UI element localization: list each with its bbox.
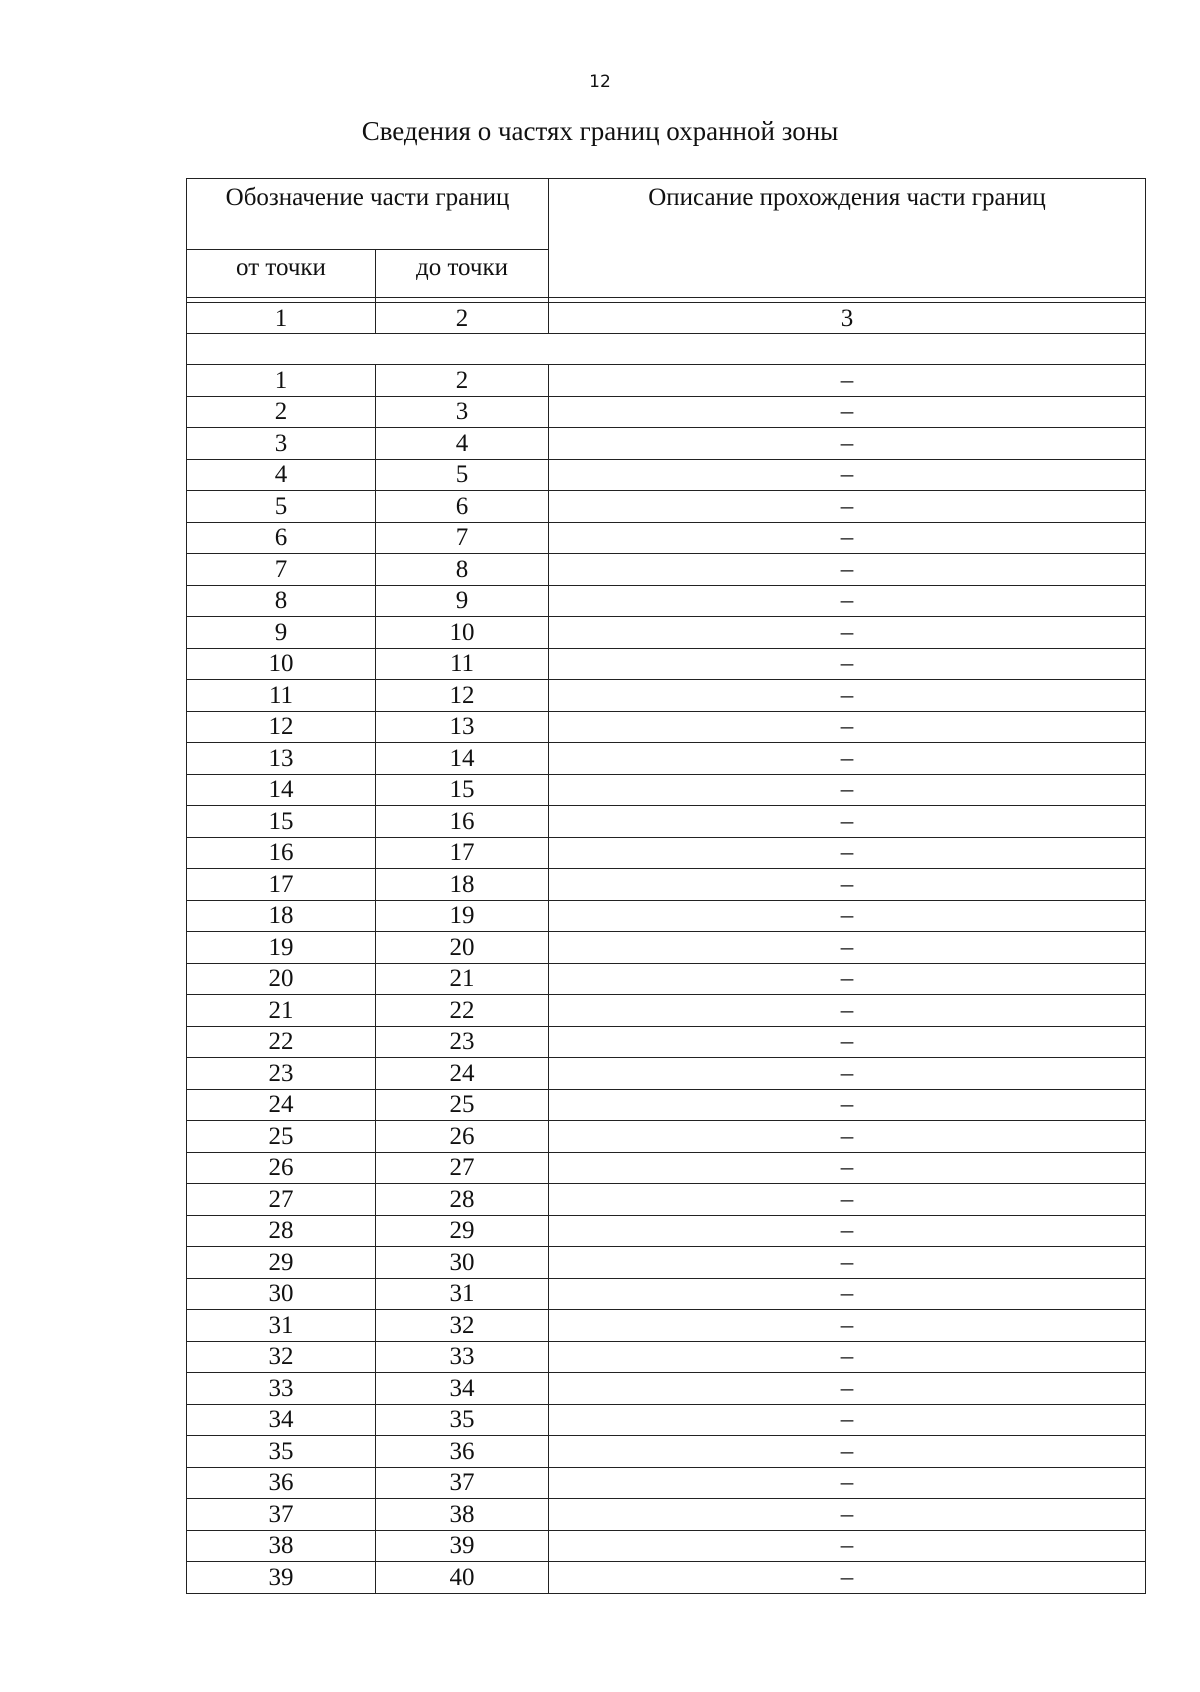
cell-to-point: 12: [376, 680, 549, 712]
table-row: [187, 554, 1146, 586]
cell-to-point: 10: [376, 617, 549, 649]
table-row: [187, 1341, 1146, 1373]
cell-from-point: 30: [187, 1278, 376, 1310]
table-row: [187, 459, 1146, 491]
cell-description: –: [549, 1373, 1146, 1405]
cell-from-point: 25: [187, 1121, 376, 1153]
cell-from-point: 38: [187, 1530, 376, 1562]
cell-to-point: 3: [376, 396, 549, 428]
column-number-1: 1: [187, 303, 376, 334]
header-from-cell: [187, 250, 376, 298]
cell-description: –: [549, 365, 1146, 397]
cell-to-point: 27: [376, 1152, 549, 1184]
cell-to-point: 37: [376, 1467, 549, 1499]
table-header-row: [187, 179, 1146, 250]
cell-description: –: [549, 1404, 1146, 1436]
header-group-cell: [187, 179, 549, 250]
cell-from-point: 33: [187, 1373, 376, 1405]
table-row: [187, 365, 1146, 397]
cell-description: –: [549, 1215, 1146, 1247]
cell-from-point: 1: [187, 365, 376, 397]
cell-from-point: 3: [187, 428, 376, 460]
header-to-cell: [376, 250, 549, 298]
cell-from-point: 6: [187, 522, 376, 554]
cell-to-point: 17: [376, 837, 549, 869]
table-row: [187, 1026, 1146, 1058]
cell-description: –: [549, 648, 1146, 680]
cell-description: –: [549, 869, 1146, 901]
cell-description: –: [549, 1436, 1146, 1468]
table-row: [187, 491, 1146, 523]
cell-from-point: 39: [187, 1562, 376, 1594]
cell-description: –: [549, 680, 1146, 712]
table-row: [187, 963, 1146, 995]
cell-to-point: 16: [376, 806, 549, 838]
cell-from-point: 5: [187, 491, 376, 523]
cell-from-point: 20: [187, 963, 376, 995]
table-row: [187, 1310, 1146, 1342]
table-row: [187, 711, 1146, 743]
cell-description: –: [549, 806, 1146, 838]
cell-from-point: 18: [187, 900, 376, 932]
table-row: [187, 1247, 1146, 1279]
table-row: [187, 1530, 1146, 1562]
cell-description: –: [549, 1341, 1146, 1373]
cell-to-point: 36: [376, 1436, 549, 1468]
cell-to-point: 8: [376, 554, 549, 586]
cell-description: –: [549, 428, 1146, 460]
cell-to-point: 34: [376, 1373, 549, 1405]
cell-description: –: [549, 617, 1146, 649]
table-row: [187, 1467, 1146, 1499]
empty-section-row: [187, 334, 1146, 365]
cell-from-point: 4: [187, 459, 376, 491]
cell-from-point: 14: [187, 774, 376, 806]
cell-to-point: 22: [376, 995, 549, 1027]
table-row: [187, 396, 1146, 428]
table-row: [187, 428, 1146, 460]
cell-from-point: 29: [187, 1247, 376, 1279]
cell-to-point: 2: [376, 365, 549, 397]
table-row: [187, 648, 1146, 680]
header-description-cell: [549, 179, 1146, 298]
cell-description: –: [549, 1152, 1146, 1184]
header-description-label: Описание прохождения части границ: [648, 184, 1046, 211]
cell-description: –: [549, 396, 1146, 428]
table-row: [187, 1436, 1146, 1468]
cell-from-point: 10: [187, 648, 376, 680]
cell-to-point: 24: [376, 1058, 549, 1090]
cell-to-point: 15: [376, 774, 549, 806]
cell-from-point: 34: [187, 1404, 376, 1436]
cell-description: –: [549, 743, 1146, 775]
cell-to-point: 23: [376, 1026, 549, 1058]
cell-to-point: 38: [376, 1499, 549, 1531]
cell-from-point: 21: [187, 995, 376, 1027]
cell-to-point: 7: [376, 522, 549, 554]
cell-to-point: 29: [376, 1215, 549, 1247]
boundary-parts-table: [186, 178, 1146, 1594]
table-row: [187, 932, 1146, 964]
cell-to-point: 11: [376, 648, 549, 680]
cell-to-point: 31: [376, 1278, 549, 1310]
cell-description: –: [549, 1310, 1146, 1342]
cell-from-point: 27: [187, 1184, 376, 1216]
table-row: [187, 680, 1146, 712]
cell-description: –: [549, 1247, 1146, 1279]
table-row: [187, 1089, 1146, 1121]
cell-description: –: [549, 1184, 1146, 1216]
cell-description: –: [549, 522, 1146, 554]
table-row: [187, 1499, 1146, 1531]
cell-to-point: 32: [376, 1310, 549, 1342]
table-row: [187, 1278, 1146, 1310]
table-row: [187, 1121, 1146, 1153]
header-from-label: от точки: [236, 254, 326, 281]
cell-description: –: [549, 1089, 1146, 1121]
cell-description: –: [549, 711, 1146, 743]
cell-from-point: 9: [187, 617, 376, 649]
table-row: [187, 837, 1146, 869]
table-row: [187, 1058, 1146, 1090]
cell-description: –: [549, 1499, 1146, 1531]
cell-description: –: [549, 837, 1146, 869]
cell-to-point: 9: [376, 585, 549, 617]
cell-to-point: 25: [376, 1089, 549, 1121]
table-row: [187, 806, 1146, 838]
cell-description: –: [549, 459, 1146, 491]
table-row: [187, 869, 1146, 901]
cell-from-point: 17: [187, 869, 376, 901]
cell-to-point: 4: [376, 428, 549, 460]
column-number-3: 3: [549, 303, 1146, 334]
cell-to-point: 39: [376, 1530, 549, 1562]
cell-description: –: [549, 585, 1146, 617]
cell-from-point: 35: [187, 1436, 376, 1468]
cell-from-point: 28: [187, 1215, 376, 1247]
column-numbers-row: [187, 303, 1146, 334]
header-to-label: до точки: [415, 254, 509, 281]
table-row: [187, 900, 1146, 932]
cell-from-point: 24: [187, 1089, 376, 1121]
cell-to-point: 28: [376, 1184, 549, 1216]
cell-to-point: 5: [376, 459, 549, 491]
page-number: 12: [589, 72, 611, 92]
table-row: [187, 1404, 1146, 1436]
cell-description: –: [549, 554, 1146, 586]
cell-description: –: [549, 491, 1146, 523]
cell-description: –: [549, 995, 1146, 1027]
cell-description: –: [549, 774, 1146, 806]
cell-description: –: [549, 1530, 1146, 1562]
table-row: [187, 743, 1146, 775]
cell-to-point: 26: [376, 1121, 549, 1153]
cell-from-point: 11: [187, 680, 376, 712]
cell-description: –: [549, 1058, 1146, 1090]
column-number-2: 2: [376, 303, 549, 334]
cell-from-point: 8: [187, 585, 376, 617]
cell-from-point: 22: [187, 1026, 376, 1058]
cell-to-point: 40: [376, 1562, 549, 1594]
table-row: [187, 774, 1146, 806]
cell-from-point: 23: [187, 1058, 376, 1090]
cell-from-point: 13: [187, 743, 376, 775]
table-row: [187, 1184, 1146, 1216]
cell-to-point: 33: [376, 1341, 549, 1373]
cell-from-point: 16: [187, 837, 376, 869]
cell-description: –: [549, 1026, 1146, 1058]
cell-description: –: [549, 932, 1146, 964]
cell-from-point: 19: [187, 932, 376, 964]
cell-to-point: 21: [376, 963, 549, 995]
cell-from-point: 7: [187, 554, 376, 586]
cell-from-point: 31: [187, 1310, 376, 1342]
cell-to-point: 35: [376, 1404, 549, 1436]
empty-section-cell: [187, 334, 1146, 365]
cell-to-point: 30: [376, 1247, 549, 1279]
cell-from-point: 15: [187, 806, 376, 838]
table-row: [187, 1215, 1146, 1247]
table-row: [187, 1373, 1146, 1405]
cell-to-point: 19: [376, 900, 549, 932]
cell-from-point: 26: [187, 1152, 376, 1184]
cell-to-point: 6: [376, 491, 549, 523]
cell-to-point: 14: [376, 743, 549, 775]
cell-to-point: 13: [376, 711, 549, 743]
table-row: [187, 1152, 1146, 1184]
cell-from-point: 36: [187, 1467, 376, 1499]
cell-from-point: 2: [187, 396, 376, 428]
cell-description: –: [549, 1121, 1146, 1153]
table-row: [187, 1562, 1146, 1594]
page-title: Сведения о частях границ охранной зоны: [361, 116, 839, 146]
cell-to-point: 20: [376, 932, 549, 964]
cell-from-point: 32: [187, 1341, 376, 1373]
header-group-label: Обозначение части границ: [225, 184, 510, 211]
cell-description: –: [549, 1467, 1146, 1499]
cell-from-point: 37: [187, 1499, 376, 1531]
cell-description: –: [549, 963, 1146, 995]
table-row: [187, 522, 1146, 554]
table-row: [187, 617, 1146, 649]
cell-description: –: [549, 900, 1146, 932]
cell-to-point: 18: [376, 869, 549, 901]
table-row: [187, 585, 1146, 617]
cell-description: –: [549, 1562, 1146, 1594]
cell-from-point: 12: [187, 711, 376, 743]
cell-description: –: [549, 1278, 1146, 1310]
table-row: [187, 995, 1146, 1027]
